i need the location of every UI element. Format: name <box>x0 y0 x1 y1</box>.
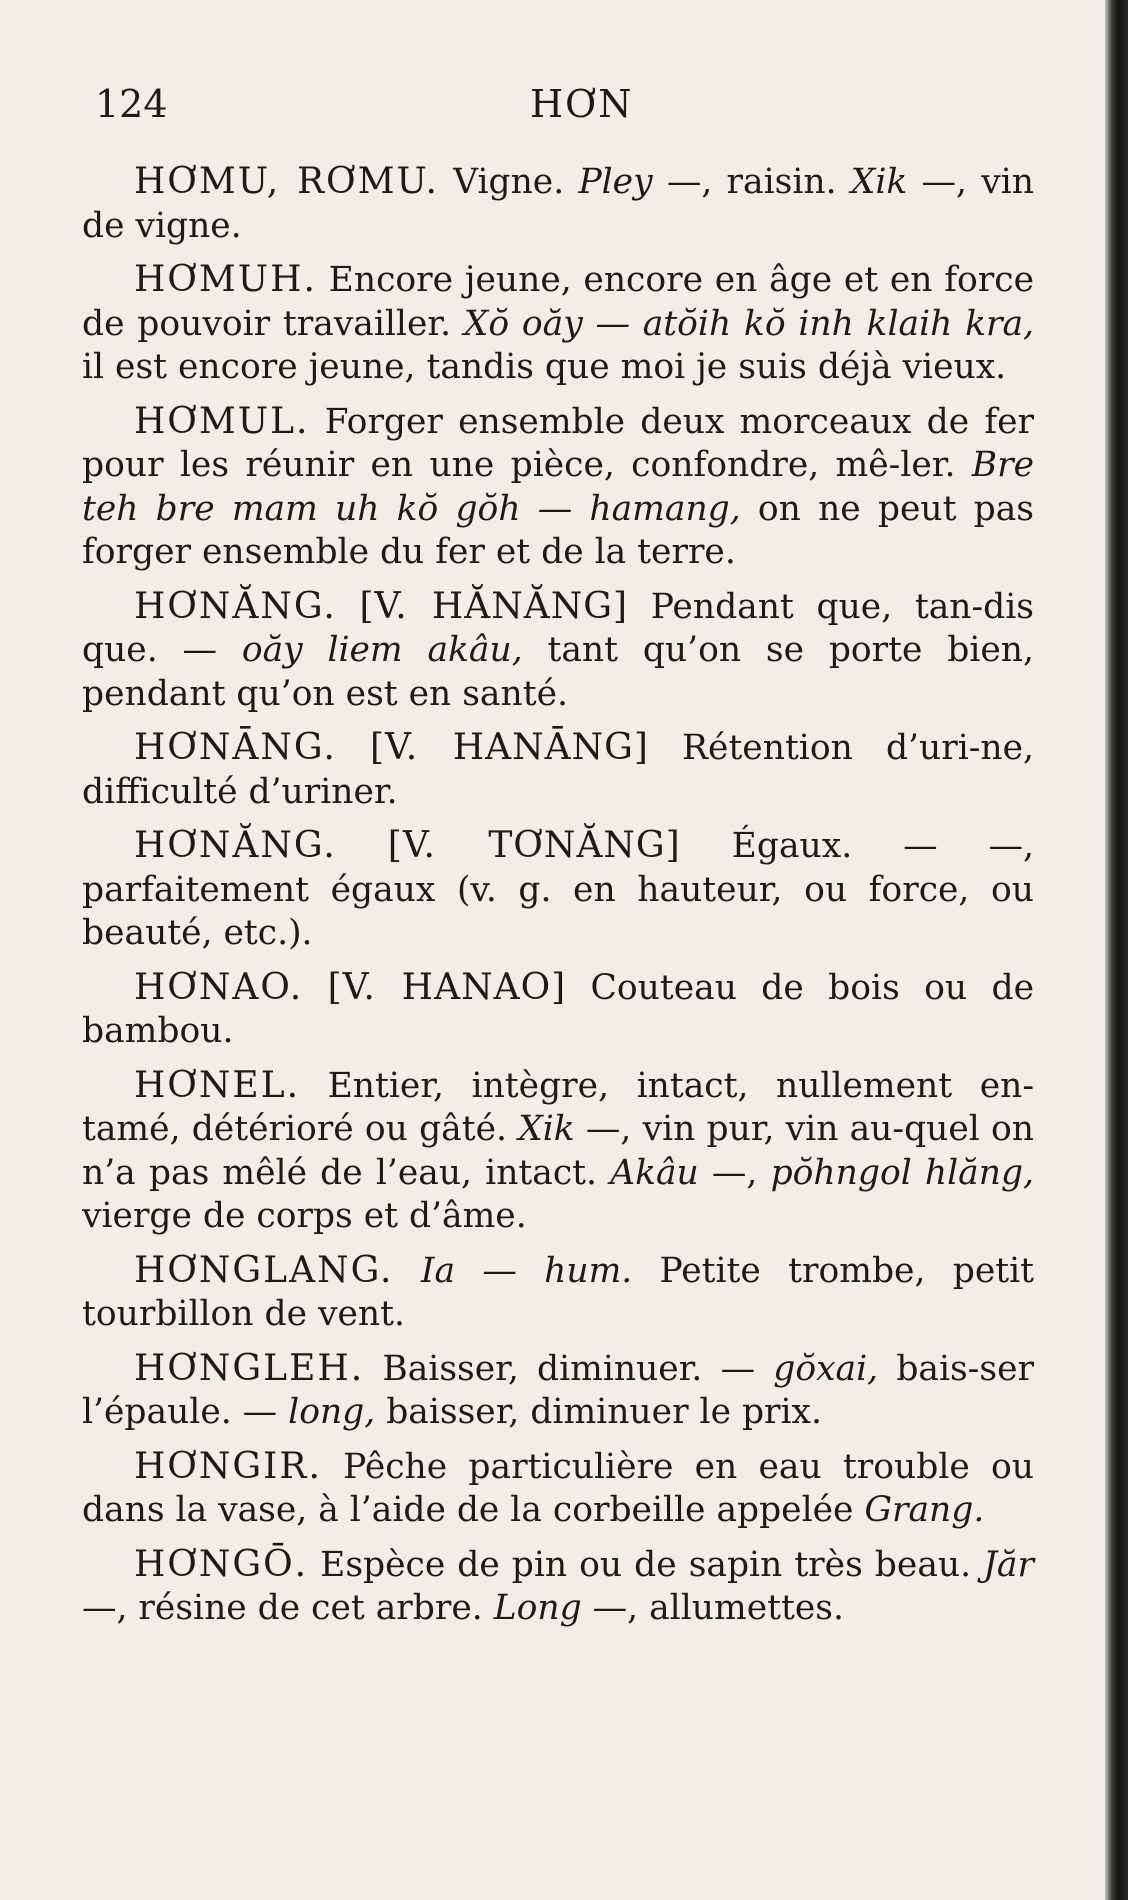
entry-definition-text: —, vin pur, vin au-quel on n’a pas mêlé de l’eau, intact. <box>82 1109 1035 1193</box>
entry-example-text: oăy liem akâu, <box>241 630 523 670</box>
entry-definition-text: Couteau de bois ou de bambou. <box>82 967 1034 1051</box>
entry-definition-text: —, résine de cet arbre. <box>82 1588 494 1628</box>
entry-definition-text: Forger ensemble deux morceaux de fer pour les réunir en une pièce, confondre, mê-ler. <box>82 401 1034 485</box>
entry-headword: HƠNĂNG. <box>134 825 337 866</box>
entry-example-text: Bre teh bre mam uh kŏ gŏh — hamang, <box>82 445 1034 529</box>
dictionary-entry <box>82 585 1034 717</box>
dictionary-entry <box>82 1249 1034 1337</box>
entry-headword: HƠMUH. <box>134 259 317 300</box>
entry-cross-reference: [V. HĂNĂNG] <box>359 585 629 627</box>
entry-cross-reference: [V. HANĀNG] <box>369 727 649 768</box>
entry-headword: HƠNĂNG. <box>134 585 337 627</box>
entry-definition-text: bais-ser l’épaule. — <box>82 1348 1034 1432</box>
entry-definition-text: —, raisin. <box>652 162 851 202</box>
entry-definition-text: Entier, intègre, intact, nullement en-tamé, détérioré ou gâté. <box>82 1065 1034 1149</box>
entry-definition-text: Petite trombe, petit tourbillon de vent. <box>82 1250 1035 1334</box>
entry-definition-text: —, allumettes. <box>581 1588 844 1628</box>
entry-definition-text: Rétention d’uri-ne, difficulté d’uriner. <box>82 728 1034 812</box>
page-header <box>95 82 1005 130</box>
dictionary-entry <box>82 258 1034 390</box>
entry-definition-text: tant qu’on se porte bien, pendant qu’on est en santé. <box>82 630 1034 714</box>
entry-headword: HƠNGŌ. <box>134 1543 309 1585</box>
entry-definition-text: Encore jeune, encore en âge et en force de pouvoir travailler. <box>82 260 1034 344</box>
entry-definition-text: Espèce de pin ou de sapin très beau. <box>308 1544 984 1585</box>
entry-example-text: Pley <box>578 162 653 202</box>
entry-headword: HƠMU, RƠMU. <box>134 161 439 202</box>
entry-example-text: Jăr <box>983 1544 1034 1585</box>
running-head: HƠN <box>530 82 634 126</box>
entry-example-text: Xik <box>850 162 908 202</box>
entry-definition-text: Pêche particulière en eau trouble ou dans la vase, à l’aide de la corbeille appelée <box>82 1446 1034 1530</box>
entry-definition-text: Égaux. — —, parfaitement égaux (v. g. en hauteur, ou force, ou beauté, etc.). <box>82 826 1035 953</box>
dictionary-entry <box>82 966 1034 1054</box>
entry-example-text: Ia — hum. <box>420 1250 633 1291</box>
book-gutter <box>1105 0 1128 1900</box>
entry-headword: HƠNGLEH. <box>134 1347 365 1389</box>
entry-headword: HƠNEL. <box>134 1064 301 1106</box>
dictionary-entry <box>82 1347 1034 1435</box>
entry-example-text: gŏxai, <box>773 1348 879 1389</box>
entry-definition-text: il est encore jeune, tandis que moi je suis déjà vieux. <box>82 347 1007 387</box>
entry-example-text: pŏhngol hlăng, <box>770 1152 1034 1193</box>
entry-example-text: Xik <box>518 1109 575 1149</box>
entry-headword: HƠNAO. <box>134 966 304 1008</box>
entry-definition-text <box>394 1251 421 1291</box>
entry-example-text: Xŏ oăy — atŏih kŏ inh klaih kra, <box>463 303 1035 344</box>
entry-headword: HƠNĀNG. <box>134 727 337 768</box>
entry-example-text: Akâu <box>610 1152 699 1193</box>
entry-definition-text: baisser, diminuer le prix. <box>375 1392 822 1432</box>
entry-example-text: long, <box>288 1392 376 1432</box>
entry-headword: HƠMUL. <box>134 400 310 442</box>
dictionary-entry <box>82 1064 1034 1239</box>
dictionary-entry <box>82 824 1034 956</box>
dictionary-entry <box>82 1543 1034 1631</box>
entry-definition-text: Vigne. <box>438 162 579 202</box>
entry-definition-text: Baisser, diminuer. — <box>364 1348 774 1389</box>
entry-example-text: Grang. <box>864 1490 985 1530</box>
entry-headword: HƠNGIR. <box>134 1445 322 1487</box>
dictionary-entry <box>82 726 1034 814</box>
entry-definition-text: Pendant que, tan-dis que. — <box>82 586 1034 670</box>
dictionary-entry <box>82 400 1034 575</box>
entries-list <box>82 160 1034 1641</box>
entry-definition-text: —, vin de vigne. <box>82 162 1034 246</box>
entry-definition-text: —, <box>698 1152 771 1193</box>
entry-headword: HƠNGLANG. <box>134 1249 394 1291</box>
entry-definition-text: vierge de corps et d’âme. <box>82 1196 527 1236</box>
entry-cross-reference: [V. TƠNĂNG] <box>387 825 681 866</box>
entry-example-text: Long <box>493 1588 582 1628</box>
entry-definition-text: on ne peut pas forger ensemble du fer et de la terre. <box>82 488 1034 572</box>
page-number: 124 <box>95 82 168 126</box>
entry-cross-reference: [V. HANAO] <box>327 966 567 1008</box>
dictionary-entry <box>82 160 1034 248</box>
dictionary-entry <box>82 1445 1034 1533</box>
